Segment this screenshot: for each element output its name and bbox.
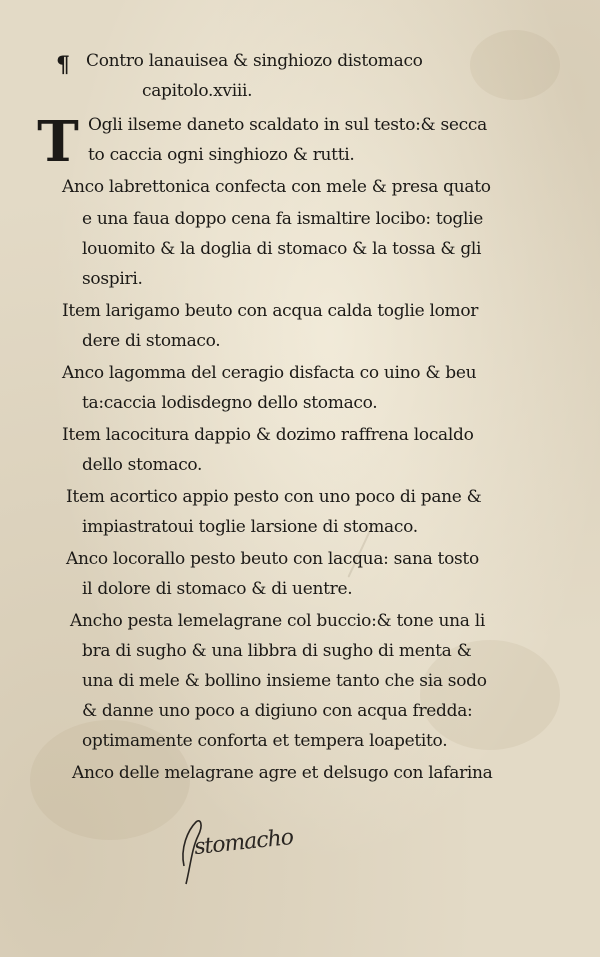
text-line: una di mele & bollino insieme tanto che sia sodo <box>82 671 487 691</box>
signature-text: stomacho <box>192 824 295 861</box>
text-line: Anco delle melagrane agre et delsugo con lafarina <box>72 763 493 783</box>
text-line: dere di stomaco. <box>82 331 221 351</box>
text-line: Ancho pesta lemelagrane col buccio:& tone una li <box>70 611 485 631</box>
text-line: impiastratoui toglie larsione di stomaco. <box>82 517 418 537</box>
text-line: louomito & la doglia di stomaco & la tossa & gli <box>82 239 482 259</box>
paper-stain <box>470 30 560 100</box>
text-line: il dolore di stomaco & di uentre. <box>82 579 353 599</box>
chapter-heading-line-1: Contro lanauisea & singhiozo distomaco <box>86 51 423 71</box>
text-line: ta:caccia lodisdegno dello stomaco. <box>82 393 378 413</box>
text-line: Item larigamo beuto con acqua calda toglie lomor <box>62 301 479 321</box>
text-line: bra di sugho & una libbra di sugho di menta & <box>82 641 472 661</box>
text-line: & danne uno poco a digiuno con acqua fredda: <box>82 701 473 721</box>
text-line: to caccia ogni singhiozo & rutti. <box>88 145 355 165</box>
drop-capital: T <box>37 109 79 175</box>
text-line: Anco lagomma del ceragio disfacta co uino & beu <box>62 363 477 383</box>
text-line: optimamente conforta et tempera loapetito. <box>82 731 448 751</box>
text-line: dello stomaco. <box>82 455 203 475</box>
text-line: e una faua doppo cena fa ismaltire locibo: toglie <box>82 209 484 229</box>
text-line: Anco labrettonica confecta con mele & presa quato <box>62 177 491 197</box>
chapter-heading-line-2: capitolo.xviii. <box>142 81 253 101</box>
pilcrow-icon: ¶ <box>56 52 70 78</box>
text-line: Ogli ilseme daneto scaldato in sul testo:& secca <box>88 115 487 135</box>
text-line: Item lacocitura dappio & dozimo raffrena localdo <box>62 425 474 445</box>
handwritten-signature <box>178 808 295 888</box>
text-line: Anco locorallo pesto beuto con lacqua: sana tosto <box>66 549 479 569</box>
text-line: sospiri. <box>82 269 143 289</box>
text-line: Item acortico appio pesto con uno poco di pane & <box>66 487 482 507</box>
